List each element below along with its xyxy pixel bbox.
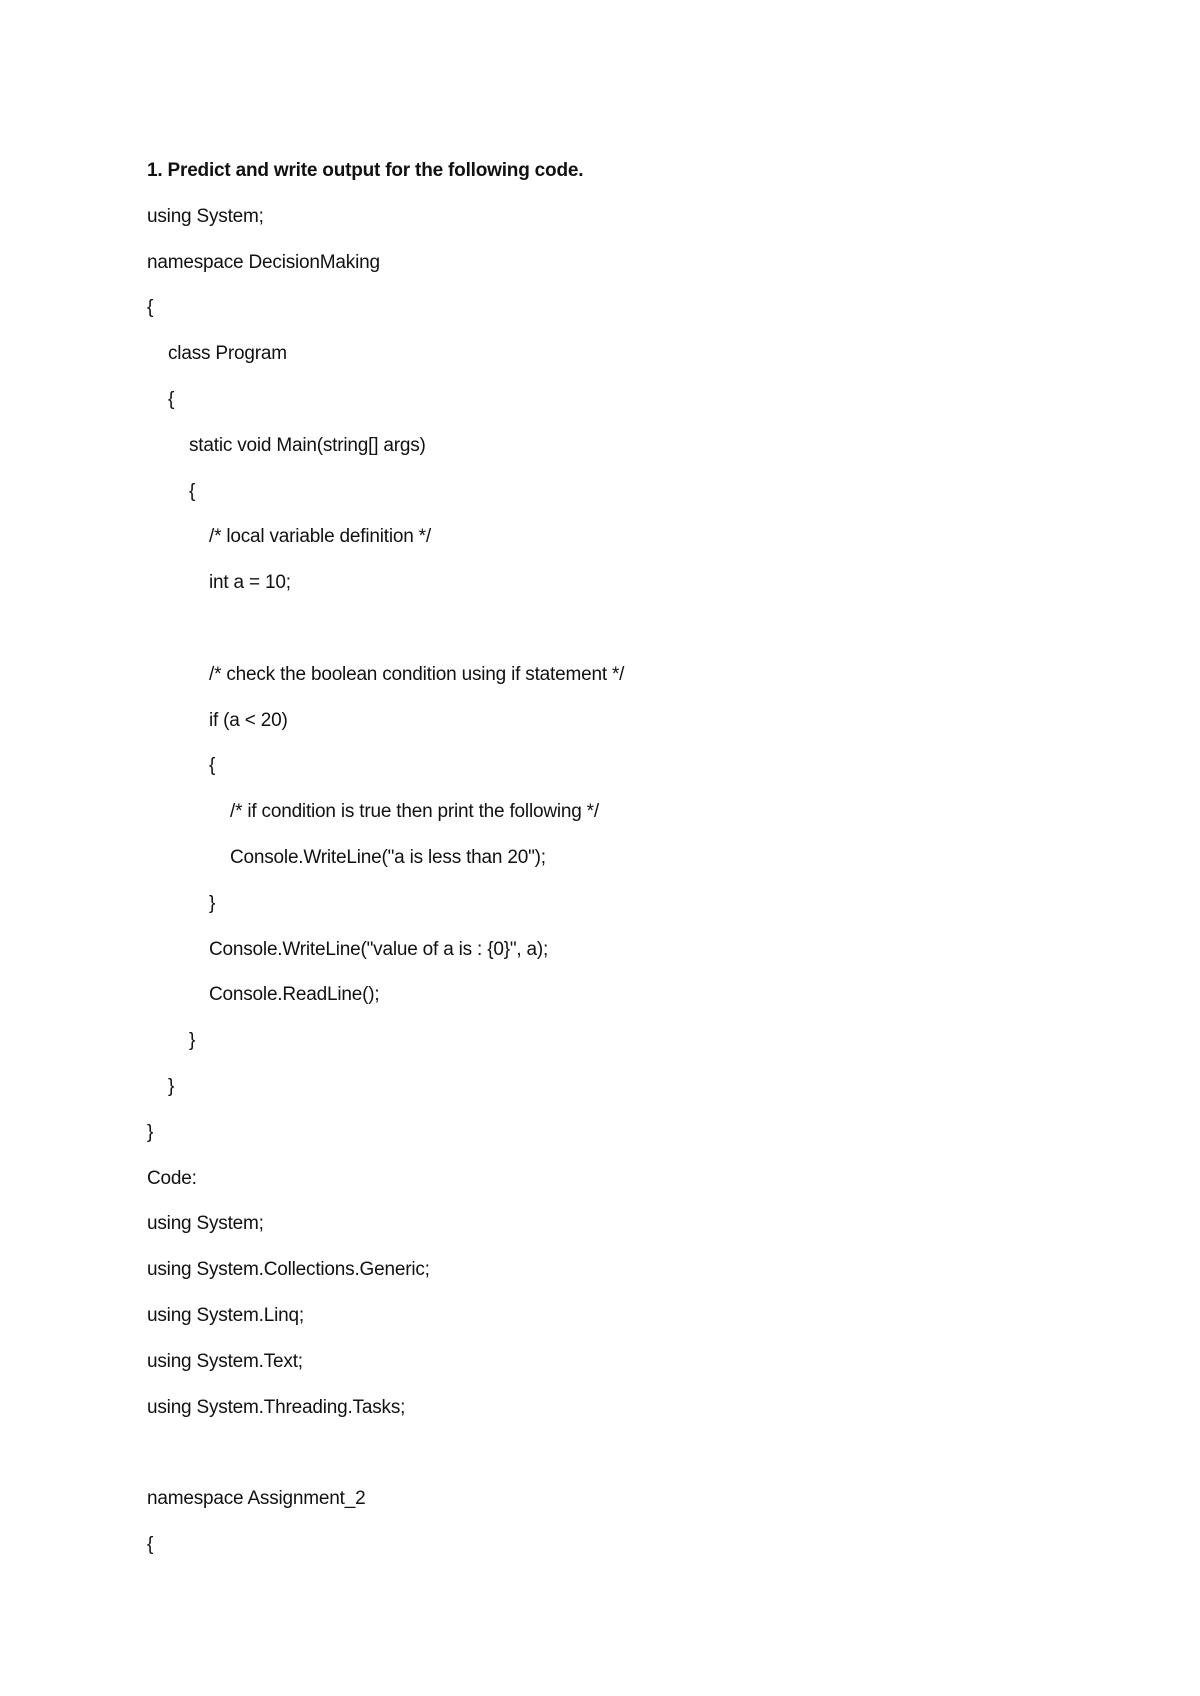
code-line: static void Main(string[] args) [189,434,426,456]
code-line: /* check the boolean condition using if statement */ [209,663,625,685]
code-line: using System.Threading.Tasks; [147,1396,406,1418]
code-line: { [168,388,175,410]
blank-line [147,1430,1127,1476]
code-line: using System.Linq; [147,1304,304,1326]
blank-line [147,606,1127,652]
code-line: } [168,1075,175,1097]
code-line: class Program [168,343,287,365]
answer-label: Code: [147,1167,197,1189]
code-line: { [209,755,216,777]
code-line: Console.WriteLine("value of a is : {0}", a); [209,938,549,960]
code-line: namespace Assignment_2 [147,1488,366,1510]
code-line: using System; [147,205,264,227]
code-line: } [189,1030,196,1052]
code-line: using System.Text; [147,1350,303,1372]
code-line: } [147,1121,154,1143]
code-line: using System; [147,1213,264,1235]
question-code-block [147,194,1127,1156]
code-line: Console.WriteLine("a is less than 20"); [230,846,546,868]
code-line: { [147,297,154,319]
code-line: Console.ReadLine(); [209,984,380,1006]
code-line: if (a < 20) [209,709,288,731]
answer-code-block [147,1201,1127,1567]
code-line: namespace DecisionMaking [147,251,380,273]
question-title: 1. Predict and write output for the following code. [147,160,584,181]
code-line: } [209,892,216,914]
code-line: { [189,480,196,502]
code-line: int a = 10; [209,572,291,594]
code-line: using System.Collections.Generic; [147,1259,430,1281]
code-line: /* local variable definition */ [209,526,431,548]
document-body [147,148,1127,1568]
code-line: /* if condition is true then print the following */ [230,801,599,823]
code-line: { [147,1533,154,1555]
